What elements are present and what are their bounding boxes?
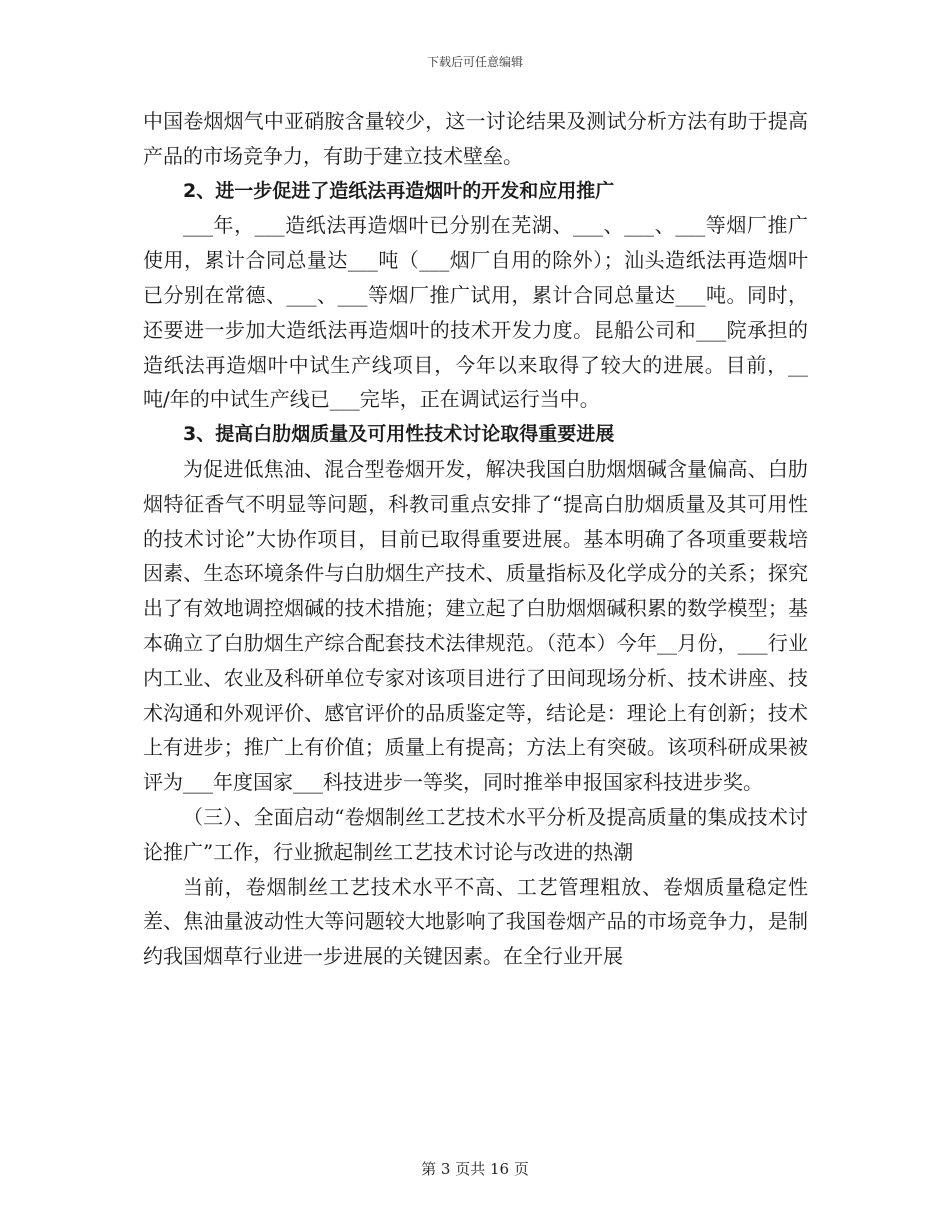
document-body [143, 104, 808, 974]
page-number-footer: 第 3 页共 16 页 [421, 1160, 529, 1178]
section-heading-three: （三）、全面启动“卷烟制丝工艺技术水平分析及提高质量的集成技术讨论推广”工作，行业掀起制丝工艺技术讨论与改进的热潮 [143, 804, 808, 864]
paragraph-current-status: 当前，卷烟制丝工艺技术水平不高、工艺管理粗放、卷烟质量稳定性差、焦油量波动性大等问题较大地影响了我国卷烟产品的市场竞争力，是制约我国烟草行业进一步进展的关键因素。在全行业开展 [143, 874, 808, 969]
section-heading-2: 2、进一步促进了造纸法再造烟叶的开发和应用推广 [183, 179, 615, 202]
section-heading-3: 3、提高白肋烟质量及可用性技术讨论取得重要进展 [183, 423, 615, 446]
paragraph-burley-tobacco: 为促进低焦油、混合型卷烟开发，解决我国白肋烟烟碱含量偏高、白肋烟特征香气不明显等问题，科教司重点安排了“提高白肋烟质量及其可用性的技术讨论”大协作项目，目前已取得重要进展。基本明确了各项重要栽培因素、生态环境条件与白肋烟生产技术、质量指标及化学成分的关系；探究出了有效地调控烟碱的技术措施；建立起了白肋烟烟碱积累的数学模型；基本确立了白肋烟生产综合配套技术法律规范。（范本）今年__月份，___行业内工业、农业及科研单位专家对该项目进行了田间现场分析、技术讲座、技术沟通和外观评价、感官评价的品质鉴定等，结论是：理论上有创新；技术上有进步；推广上有价值；质量上有提高；方法上有突破。该项科研成果被评为___年度国家___科技进步一等奖，同时推举申报国家科技进步奖。 [143, 456, 808, 795]
page-header-note: 下载后可任意编辑 [426, 55, 523, 69]
paragraph-continuation: 中国卷烟烟气中亚硝胺含量较少，这一讨论结果及测试分析方法有助于提高产品的市场竞争力，有助于建立技术壁垒。 [143, 109, 808, 168]
paragraph-reconstituted-tobacco: ___年，___造纸法再造烟叶已分别在芜湖、___、___、___等烟厂推广使用，累计合同总量达___吨（___烟厂自用的除外）；汕头造纸法再造烟叶已分别在常德、___、___等烟厂推广试用，累计合同总量达___吨。同时，还要进一步加大造纸法再造烟叶的技术开发力度。昆船公司和___院承担的造纸法再造烟叶中试生产线项目，今年以来取得了较大的进展。目前，__吨/年的中试生产线已___完毕，正在调试运行当中。 [143, 213, 808, 412]
